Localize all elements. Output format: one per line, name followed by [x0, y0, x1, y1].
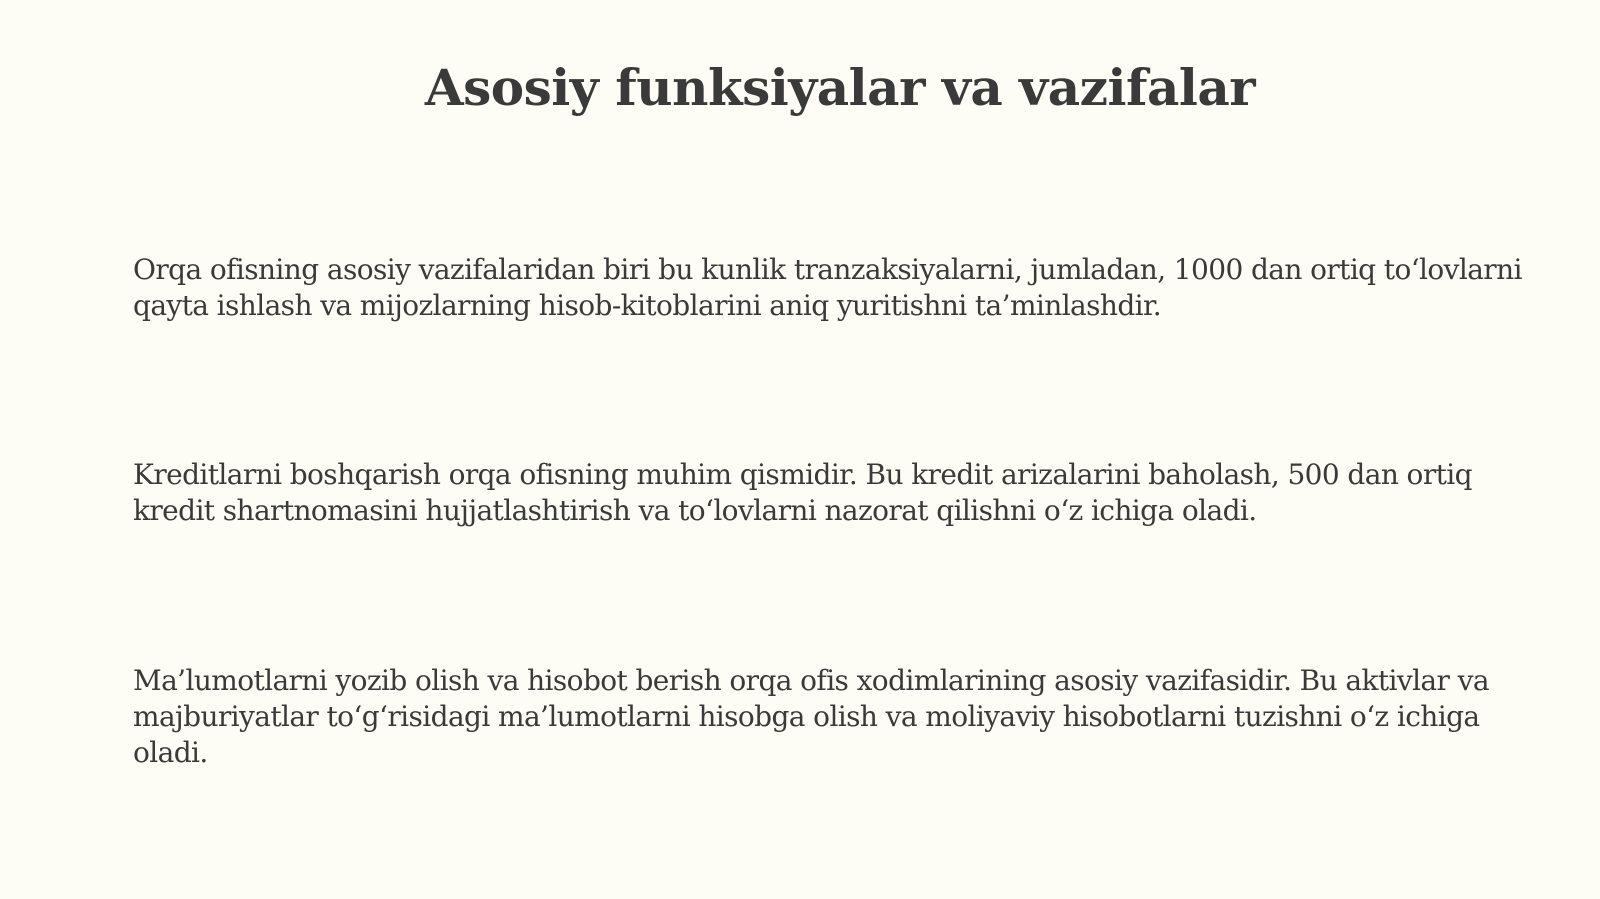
- paragraph-data-reporting: Ma’lumotlarni yozib olish va hisobot berish orqa ofis xodimlarining asosiy vazifasidir. Bu aktivlar va majburiyatlar to‘g‘risidagi ma’lumotlarni hisobga olish va moliyaviy hisobotlarni tuzishni o‘z ichiga oladi.: [133, 664, 1489, 769]
- paragraph-transactions: Orqa ofisning asosiy vazifalaridan biri bu kunlik tranzaksiyalarni, jumladan, 1000 dan ortiq to‘lovlarni qayta ishlash va mijozlarning hisob-kitoblarini aniq yuritishni ta’minlashdir.: [133, 253, 1522, 322]
- paragraph-credit-management: Kreditlarni boshqarish orqa ofisning muhim qismidir. Bu kredit arizalarini baholash, 500 dan ortiq kredit shartnomasini hujjatlashtirish va to‘lovlarni nazorat qilishni o‘z ichiga oladi.: [133, 458, 1472, 527]
- slide-title: Asosiy funksiyalar va vazifalar: [424, 58, 1256, 117]
